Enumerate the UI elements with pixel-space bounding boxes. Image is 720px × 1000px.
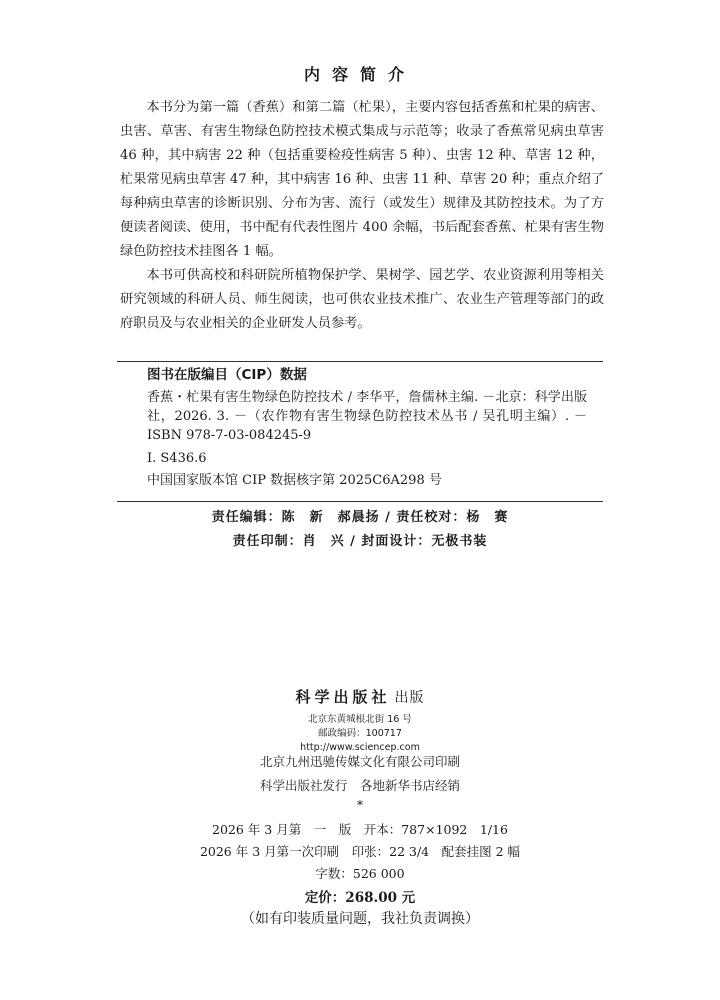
publisher-name-line — [0, 686, 720, 707]
word-count-line: 字数：526 000 — [315, 866, 405, 881]
impression-line: 2026 年 3 月第一次印刷 印张：22 3/4 配套挂图 2 幅 — [199, 844, 521, 859]
cip-heading: 图书在版编目（CIP）数据 — [147, 367, 307, 383]
publish-word: 出版 — [394, 690, 425, 706]
summary-paragraph-1: 本书分为第一篇（香蕉）和第二篇（杧果），主要内容包括香蕉和杧果的病害、虫害、草害、有害生物绿色防控技术模式集成与示范等；收录了香蕉常见病虫草害 46 种，其中病害 22 种（包括重要检疫性病害 5 种）、虫害 12 种、草害 12 种，杧果常见病虫草害 47 种，其中病害 16 种、虫害 11 种、草害 20 种；重点介绍了每种病虫草害的诊断识别、分布为害、流行（或发生）规律及其防控技术。为了方便读者阅读、使用，书中配有代表性图片 400 余幅，书后配套香蕉、杧果有害生物绿色防控技术挂图各 1 幅。 — [120, 100, 604, 259]
staff-print-line: 责任印制：肖 兴 / 封面设计：无极书装 — [232, 534, 488, 549]
cip-top-rule — [117, 361, 603, 362]
cip-entry: 香蕉・杧果有害生物绿色防控技术 / 李华平，詹儒林主编. －北京：科学出版社，2026. 3. －（农作物有害生物绿色防控技术丛书 / 吴孔明主编）. －ISBN 978-7-03-084245-9 — [147, 390, 587, 443]
price-line: 定价：268.00 元 — [304, 890, 416, 906]
cip-classification: Ⅰ. S436.6 — [147, 451, 207, 466]
printer-line: 北京九州迅驰传媒文化有限公司印刷 — [259, 754, 460, 769]
publisher-address: 北京东黄城根北街 16 号 — [308, 714, 412, 725]
cip-block — [147, 366, 587, 490]
quality-notice: （如有印装质量问题，我社负责调换） — [241, 911, 479, 927]
publisher-postcode: 邮政编码：100717 — [318, 728, 402, 739]
distribution-line: 科学出版社发行 各地新华书店经销 — [259, 778, 460, 793]
publisher-website: http://www.sciencep.com — [300, 742, 420, 753]
staff-editors-line: 责任编辑：陈 新 郝晨扬 / 责任校对：杨 赛 — [211, 510, 509, 525]
summary-body — [120, 96, 604, 336]
cip-bottom-rule — [117, 501, 603, 502]
publisher-logotype: 科学出版社 — [295, 688, 391, 706]
separator-asterisk: * — [356, 797, 364, 812]
cip-approval-number: 中国国家版本馆 CIP 数据核字第 2025C6A298 号 — [147, 473, 442, 488]
edition-line: 2026 年 3 月第 一 版 开本：787×1092 1/16 — [212, 822, 508, 837]
publisher-block — [0, 686, 720, 755]
summary-paragraph-2: 本书可供高校和科研院所植物保护学、果树学、园艺学、农业资源利用等相关研究领域的科研人员、师生阅读，也可供农业技术推广、农业生产管理等部门的政府职员及与农业相关的企业研发人员参考。 — [120, 268, 604, 331]
summary-title: 内容简介 — [303, 65, 416, 84]
